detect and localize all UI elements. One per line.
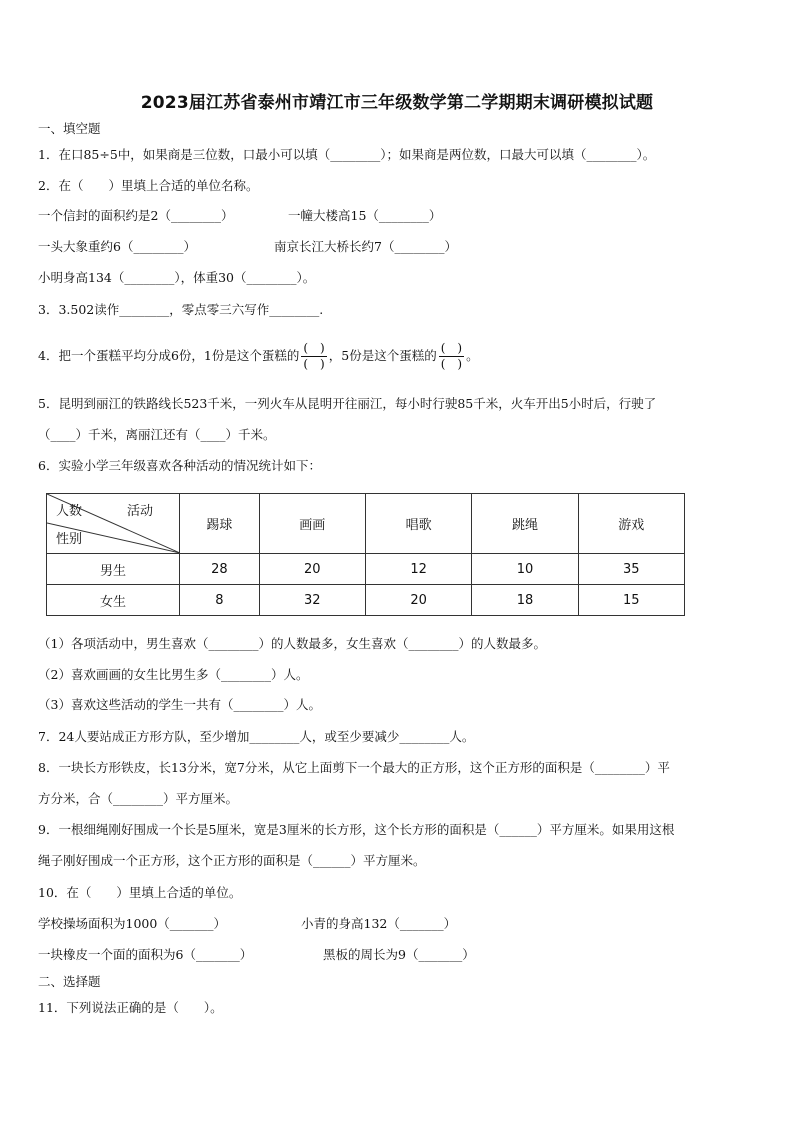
table-cell: 35 xyxy=(578,554,684,585)
table-cell: 8 xyxy=(180,585,260,616)
fraction-denominator: ( ) xyxy=(440,357,463,371)
table-cell: 15 xyxy=(578,585,684,616)
table-header-cell: 画画 xyxy=(259,494,365,554)
question-2d: 南京长江大桥长约7（________） xyxy=(274,239,457,254)
question-6-1: （1）各项活动中，男生喜欢（________）的人数最多，女生喜欢（________）的人数最多。 xyxy=(38,636,546,651)
fraction-blank-2 xyxy=(439,341,464,372)
table-cell: 18 xyxy=(472,585,578,616)
question-11: 11．下列说法正确的是（ ）。 xyxy=(38,1000,223,1015)
corner-gender-label: 性别 xyxy=(56,532,83,547)
question-10a: 学校操场面积为1000（_______） xyxy=(38,916,227,931)
question-9-line-2: 绳子刚好围成一个正方形，这个正方形的面积是（______）平方厘米。 xyxy=(38,853,426,868)
question-4-text-b: ，5份是这个蛋糕的 xyxy=(328,348,437,363)
question-10b: 小青的身高132（_______） xyxy=(301,916,457,931)
section-fill-blank: 一、填空题 xyxy=(38,121,101,136)
row-label: 男生 xyxy=(47,554,180,585)
question-5-line-1: 5．昆明到丽江的铁路线长523千米，一列火车从昆明开往丽江，每小时行驶85千米，火车开出5小时后，行驶了 xyxy=(38,396,657,411)
question-2a: 一个信封的面积约是2（________） xyxy=(38,208,234,223)
question-6: 6．实验小学三年级喜欢各种活动的情况统计如下： xyxy=(38,458,321,473)
table-cell: 12 xyxy=(365,554,471,585)
table-header-cell: 游戏 xyxy=(578,494,684,554)
question-3: 3．3.502读作________，零点零三六写作________. xyxy=(38,302,324,317)
question-10: 10．在（ ）里填上合适的单位。 xyxy=(38,885,242,900)
table-header-row xyxy=(47,494,685,554)
fraction-blank-1 xyxy=(301,341,326,372)
question-6-3: （3）喜欢这些活动的学生一共有（________）人。 xyxy=(38,697,321,712)
question-6-2: （2）喜欢画画的女生比男生多（________）人。 xyxy=(38,667,309,682)
table-header-cell: 唱歌 xyxy=(365,494,471,554)
question-2: 2．在（ ）里填上合适的单位名称。 xyxy=(38,178,259,193)
question-10d: 黑板的周长为9（_______） xyxy=(323,947,475,962)
table-row xyxy=(47,585,685,616)
table-cell: 32 xyxy=(259,585,365,616)
table-corner-cell xyxy=(47,494,180,554)
fraction-numerator: ( ) xyxy=(303,341,325,355)
table-header-cell: 踢球 xyxy=(180,494,260,554)
table-cell: 20 xyxy=(365,585,471,616)
table-row xyxy=(47,554,685,585)
question-9-line-1: 9．一根细绳刚好围成一个长是5厘米，宽是3厘米的长方形，这个长方形的面积是（______）平方厘米。如果用这根 xyxy=(38,822,675,837)
question-7: 7．24人要站成正方形方队，至少增加________人，或至少要减少________人。 xyxy=(38,729,475,744)
corner-activity-label: 活动 xyxy=(127,504,154,519)
question-8-line-2: 方分米，合（________）平方厘米。 xyxy=(38,791,239,806)
question-1: 1．在口85÷5中，如果商是三位数，口最小可以填（________）；如果商是两位数，口最大可以填（________）。 xyxy=(38,147,656,162)
row-label: 女生 xyxy=(47,585,180,616)
fraction-numerator: ( ) xyxy=(440,341,463,355)
question-2e: 小明身高134（________），体重30（________）。 xyxy=(38,270,316,285)
question-8-line-1: 8．一块长方形铁皮，长13分米，宽7分米，从它上面剪下一个最大的正方形，这个正方形的面积是（________）平 xyxy=(38,760,670,775)
question-4-text-c: 。 xyxy=(466,348,479,363)
corner-people-label: 人数 xyxy=(56,504,83,519)
table-cell: 28 xyxy=(180,554,260,585)
section-multiple-choice: 二、选择题 xyxy=(38,974,101,989)
page-title: 2023届江苏省泰州市靖江市三年级数学第二学期期末调研模拟试题 xyxy=(140,93,654,113)
question-10c: 一块橡皮一个面的面积为6（_______） xyxy=(38,947,253,962)
table-cell: 10 xyxy=(472,554,578,585)
question-4-text-a: 4．把一个蛋糕平均分成6份，1份是这个蛋糕的 xyxy=(38,348,300,363)
table-cell: 20 xyxy=(259,554,365,585)
question-5-line-2: （____）千米，离丽江还有（____）千米。 xyxy=(38,427,276,442)
question-2c: 一头大象重约6（________） xyxy=(38,239,196,254)
table-header-cell: 跳绳 xyxy=(472,494,578,554)
fraction-denominator: ( ) xyxy=(303,357,325,371)
activity-stats-table xyxy=(46,493,685,616)
question-2b: 一幢大楼高15（________） xyxy=(288,208,442,223)
question-4 xyxy=(38,338,479,374)
